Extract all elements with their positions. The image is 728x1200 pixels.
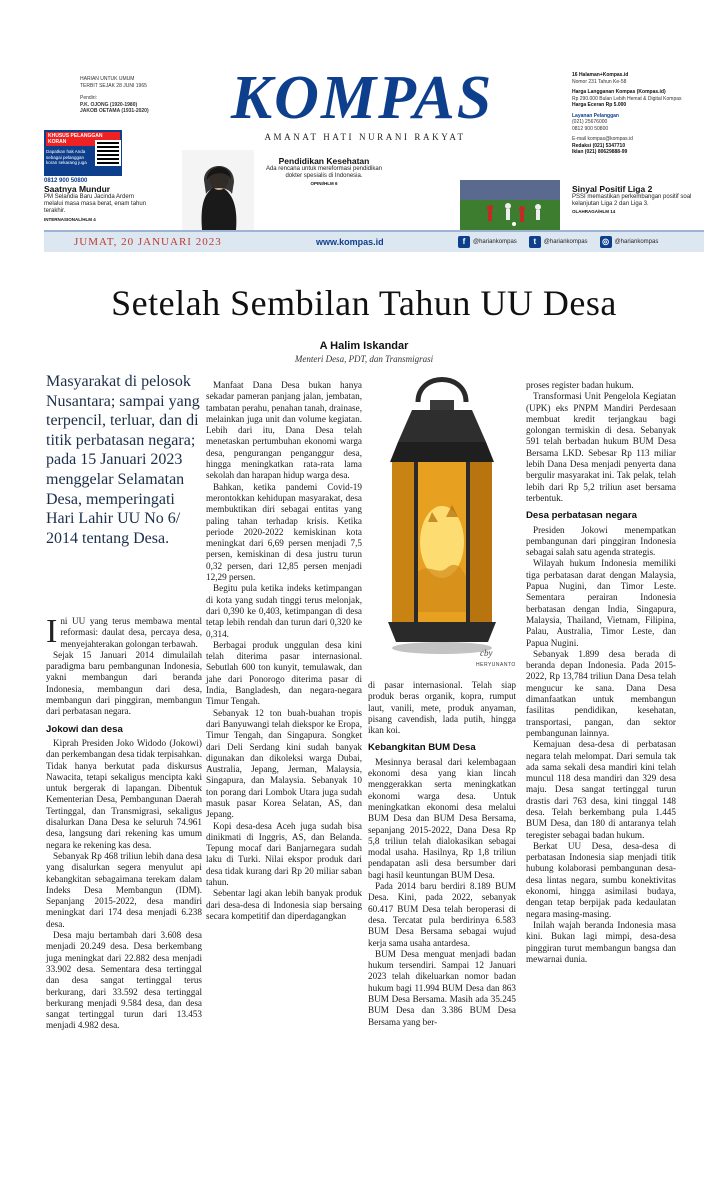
- promo-item-1[interactable]: [44, 184, 154, 222]
- paragraph: Sejak 15 Januari 2014 dimulailah paradigma baru pembangunan Indonesia, yakni membangun dari beranda Indonesia, membangun dari desa, membangun dari pinggiran, membangun dari perbatasan negara.: [46, 649, 202, 717]
- paragraph: Mesinnya berasal dari kelembagaan ekonomi desa yang kian lincah menggerakkan serta meningkatkan ekonomi warga desa. Untuk meningkatkan ekonomi desa melalui BUM Desa dan BUM Desa Bersama, sepanjang 2015-2022, Dana Desa Rp 5,8 triliun telah dialokasikan sebagai modal usaha. Hasilnya, Rp 1,8 triliun pendapatan asli desa bersumber dari bagi hasil keuntungan BUM Desa.: [368, 756, 516, 880]
- twitter-handle: @hariankompas: [543, 239, 588, 245]
- paragraph: Sebanyak 12 ton buah-buahan tropis dari Banyuwangi telah diekspor ke Eropa, Timur Tengah, dan Singapura. Songket dari Deli Serdang kini sudah banyak digunakan dan dikoleksi warga Dubai, Australia, Jepang, Jerman, Malaysia, Singapura, dan Malaysia. Sebanyak 10 ton porang dari Lombok Utara juga sudah masuk pasar Korea Selatan, AS, dan Jepang.: [206, 707, 362, 820]
- promo-1-ref: INTERNASIONAL/HLM 4: [44, 216, 96, 222]
- paragraph: Transformasi Unit Pengelola Kegiatan (UPK) eks PNPM Mandiri Perdesaan membuat kredit terjangkau bagi golongan termiskin di desa. Sebanyak 591 telah berbadan hukum BUM Desa Bersama LKD. Sebesar Rp 113 miliar lebih Dana Desa menjadi penyerta dana bergulir masyarakat ini. Tak pelak, telah lebih dari Rp 5,2 triliun aset bersama terbentuk.: [526, 391, 676, 503]
- paragraph: Pada 2014 baru berdiri 8.189 BUM Desa. Kini, pada 2022, sebanyak 60.417 BUM Desa telah beroperasi di desa. Tercatat pula berdirinya 6.583 BUM Desa Bersama sebagai wujud kerja sama usaha antardesa.: [368, 881, 516, 948]
- facebook-handle: @hariankompas: [473, 239, 517, 245]
- article-headline: Setelah Sembilan Tahun UU Desa: [111, 283, 617, 323]
- founder-2: JAKOB OETAMA (1931-2020): [80, 108, 149, 114]
- illustrator-credit: HERYUNANTO: [476, 662, 516, 668]
- promo-1-title: Saatnya Mundur: [44, 184, 111, 194]
- twitter-link[interactable]: [529, 236, 588, 248]
- paragraph: proses register badan hukum.: [526, 380, 634, 390]
- subscriber-whatsapp-box[interactable]: [44, 130, 122, 176]
- paragraph: Presiden Jokowi menempatkan pembangunan dari pinggiran Indonesia sebagai salah satu agenda strategis.: [526, 524, 676, 558]
- paragraph: Ini UU yang terus membawa mental reformasi: daulat desa, percaya desa, menyejahterakan golongan terbawah.: [46, 613, 202, 650]
- promo-3-ref: OLAHRAGA/HLM 14: [572, 209, 616, 215]
- kompas-logo[interactable]: KOMPAS: [230, 64, 494, 132]
- promo-2-title: Pendidikan Kesehatan: [278, 156, 370, 166]
- paragraph: Berbagai produk unggulan desa kini telah diterima pasar internasional. Sebutlah 600 ton kunyit, temulawak, dan jahe dari Ponorogo diterima pasar di India, Bangladesh, dan negara-negara Timur Tengah.: [206, 639, 362, 707]
- date-bar: [44, 230, 704, 252]
- wa-text: Dapatkan hak Anda sebagai pelanggan koran sekarang juga: [46, 149, 87, 165]
- retail-price: Harga Eceran Rp 5.000: [572, 102, 627, 108]
- instagram-handle: @hariankompas: [614, 239, 659, 245]
- masthead-left-line2: TERBIT SEJAK 28 JUNI 1965: [80, 82, 147, 89]
- tagline: AMANAT HATI NURANI RAKYAT: [264, 132, 466, 142]
- founder-1: P.K. OJONG (1920-1980): [80, 101, 138, 108]
- facebook-icon: f: [458, 236, 470, 248]
- email-info[interactable]: E-mail kompas@kompas.id: [572, 136, 633, 142]
- promo-2-text: Ada rencana untuk mereformasi pendidikan dokter spesialis di Indonesia.: [265, 166, 383, 180]
- article-column-3: [368, 680, 516, 1028]
- subheading-perbatasan: Desa perbatasan negara: [526, 510, 637, 522]
- subscription-label: Harga Langganan Kompas (Kompas.id): [572, 89, 666, 95]
- lantern-illustration: [368, 372, 516, 672]
- edition-date: JUMAT, 20 JANUARI 2023: [74, 236, 222, 248]
- article-column-2: [206, 380, 362, 922]
- article-column-1: [46, 613, 202, 1032]
- paragraph: Kiprah Presiden Joko Widodo (Jokowi) dan perkembangan desa tidak terpisahkan. Tidak hanya berkutat pada diskursus Nawacita, tetapi sekaligus mencipta kaki untuk bergerak di lapangan. Dibentuk Kementerian Desa, Pembangunan Daerah Tertinggal, dan Transmigrasi, sekaligus disalurkan Dana Desa ke seluruh 74.961 desa, langsung dari rekening kas umum negara ke rekening kas desa.: [46, 737, 202, 850]
- article-lede: Masyarakat di pelosok Nusantara; sampai yang terpencil, terluar, dan di titik perbatasan negara; pada 15 Januari 2023 menggelar Selamatan Desa, memperingati Hari Lahir UU No 6/ 2014 tentang Desa.: [46, 373, 200, 547]
- paragraph: Wilayah hukum Indonesia memiliki tiga perbatasan darat dengan Malaysia, Papua Nugini, dan Timor Leste. Sementara perairan Indonesia berbatasan dengan India, Singapura, Malaysia, Thailand, Vietnam, Filipina, Palau, Australia, Timor Leste, dan Papua Nugini.: [526, 558, 676, 648]
- paragraph: Inilah wajah beranda Indonesia masa kini. Bukan lagi mimpi, desa-desa pinggiran turut membangun bangsa dan mewarnai dunia.: [526, 919, 676, 964]
- pages-info: 16 Halaman+Kompas.id: [572, 72, 629, 78]
- wa-number[interactable]: 0812 900 50800: [44, 178, 88, 184]
- twitter-icon: t: [529, 236, 541, 248]
- wa-header: KHUSUS PELANGGAN KORAN: [46, 132, 120, 146]
- promo-item-2[interactable]: [264, 156, 384, 186]
- subheading-bum-desa: Kebangkitan BUM Desa: [368, 742, 476, 754]
- article-author: A Halim Iskandar: [319, 340, 409, 352]
- article-column-4: [526, 380, 676, 965]
- paragraph: Sebentar lagi akan lebih banyak produk dari desa-desa di Indonesia siap bersaing secara kompetitif dan diperdagangkan: [206, 888, 362, 921]
- football-photo: [460, 180, 560, 230]
- drop-cap: I: [46, 613, 58, 650]
- service-phone-1[interactable]: (021) 25676000: [572, 119, 608, 125]
- service-phone-2[interactable]: 0812 900 50800: [572, 125, 609, 132]
- masthead-left: [80, 76, 205, 115]
- portrait-photo: [182, 150, 254, 230]
- paragraph: di pasar internasional. Telah siap produk beras organik, kopra, rumput laut, vanili, mete, produk anyaman, pisang cavendish, lada putih, hingga ikan koi.: [368, 680, 516, 736]
- paragraph: Berkat UU Desa, desa-desa di perbatasan Indonesia siap menjadi titik hubung kolaborasi pembangunan desa-desa lintas negara, sumbu konektivitas ekonomi, hingga asimilasi budaya, dengan tetap berpijak pada kedaulatan negara masing-masing.: [526, 840, 676, 919]
- founders-label: Pendiri:: [80, 95, 97, 101]
- promo-3-title: Sinyal Positif Liga 2: [572, 184, 653, 194]
- edition-number: Nomor 231 Tahun Ke-58: [572, 78, 627, 85]
- service-label: Layanan Pelanggan: [572, 112, 619, 119]
- instagram-icon: ◎: [600, 236, 612, 248]
- instagram-link[interactable]: [600, 236, 659, 248]
- promo-1-text: PM Selandia Baru Jacinda Ardern melalui masa masa berat, enam tahun terakhir.: [44, 194, 147, 215]
- promo-3-text: PSSI memastikan perkembangan positif soal kelanjutan Liga 2 dan Liga 3.: [572, 194, 692, 208]
- paragraph: Sebanyak Rp 468 triliun lebih dana desa yang disalurkan segera menyulut api kebangkitan sebagaimana terekam dalam Indeks Desa Membangun (IDM). Sepanjang 2015-2022, desa mandiri meningkat dari 174 desa menjadi 6.238 desa.: [46, 850, 202, 929]
- paragraph: Desa maju bertambah dari 3.608 desa menjadi 20.249 desa. Desa berkembang juga meningkat dari 22.882 desa menjadi 33.902 desa. Sementara desa tertinggal dan desa sangat tertinggal terus berkurang, dari 33.592 desa tertinggal berkurang menjadi 9.584 desa, dan desa sangat tertinggal turun dari 13.453 menjadi 4.982 desa.: [46, 930, 202, 1031]
- paragraph: Bahkan, ketika pandemi Covid-19 merontokkan kehidupan masyarakat, desa membuktikan diri sebagai entitas yang paling tahan terhadap krisis. Ketika periode 2020-2022 kemiskinan kota meningkat dari 6,69 persen menjadi 7,5 persen, kemiskinan di desa justru turun 0,32 persen, dari 12,85 persen menjadi 12,29 persen.: [206, 481, 362, 583]
- paragraph: Begitu pula ketika indeks ketimpangan di kota yang sudah tinggi terus melonjak, dari 0,390 ke 0,403, ketimpangan di desa tetap lebih rendah dan turun dari 0,320 ke 0,314.: [206, 583, 362, 639]
- qr-code-icon[interactable]: [97, 142, 119, 164]
- promo-item-3[interactable]: [572, 184, 704, 214]
- paragraph: Kopi desa-desa Aceh juga sudah bisa dinikmati di Inggris, AS, dan Belanda. Tepung mocaf dari Banjarnegara sudah laku di Turki. Nilai ekspor produk dari desa tidak kurang dari Rp 20 miliar saban tahun.: [206, 820, 362, 888]
- author-role: Menteri Desa, PDT, dan Transmigrasi: [294, 354, 434, 364]
- paragraph: Manfaat Dana Desa bukan hanya sekadar pameran panjang jalan, jembatan, tambatan perahu, penahan tanah, drainase, melainkan juga unit dan volume kegiatan. Lebih dari itu, Dana Desa telah menetaskan pertumbuhan ekonomi warga desa, pengurangan penganggur desa, hingga meningkatkan rata-rata lama sekolah dan harapan hidup warga desa.: [206, 380, 362, 481]
- subscription-price: Rp 290.000 Bulan Lebih Hemat & Digital Kompas: [572, 95, 682, 102]
- promo-2-ref: OPINI/HLM 6: [310, 181, 338, 187]
- masthead-left-line1: HARIAN UNTUK UMUM: [80, 76, 135, 82]
- redaksi-phone: Redaksi (021) 5347710: [572, 142, 626, 149]
- website-link[interactable]: www.kompas.id: [316, 237, 384, 247]
- facebook-link[interactable]: [458, 236, 517, 248]
- paragraph: Kemajuan desa-desa di perbatasan negara telah melompat. Dari semula tak ada sama sekali desa mandiri kini telah muncul 118 desa mandiri dan 329 desa maju. Desa sangat tertinggal turun drastis dari 763 desa, kini tinggal 148 desa. Telah berkembang pula 1.445 BUM Desa, dan 180 di antaranya telah teregister sebagai badan hukum.: [526, 739, 676, 840]
- promo-strip: [44, 125, 704, 230]
- subheading-jokowi: Jokowi dan desa: [46, 723, 123, 735]
- paragraph: BUM Desa menguat menjadi badan hukum tersendiri. Sampai 12 Januari 2023 telah dikeluarkan nomor badan hukum bagi 11.994 BUM Desa dan 863 BUM Desa Bersama. Masih ada 35.245 BUM Desa dan 3.386 BUM Desa Bersama yang ber-: [368, 948, 516, 1027]
- illustrator-signature: cby: [480, 648, 493, 658]
- paragraph: Sebanyak 1.899 desa berada di beranda depan Indonesia. Pada 2015-2022, Rp 13,784 triliun Dana Desa telah mengucur ke sana. Dana Desa dimanfaatkan untuk membangun fasilitas pendidikan, kesehatan, transportasi, pangan, dan sektor pembangunan lainnya.: [526, 648, 676, 738]
- iklan-phone: Iklan (021) 80629888-99: [572, 149, 628, 155]
